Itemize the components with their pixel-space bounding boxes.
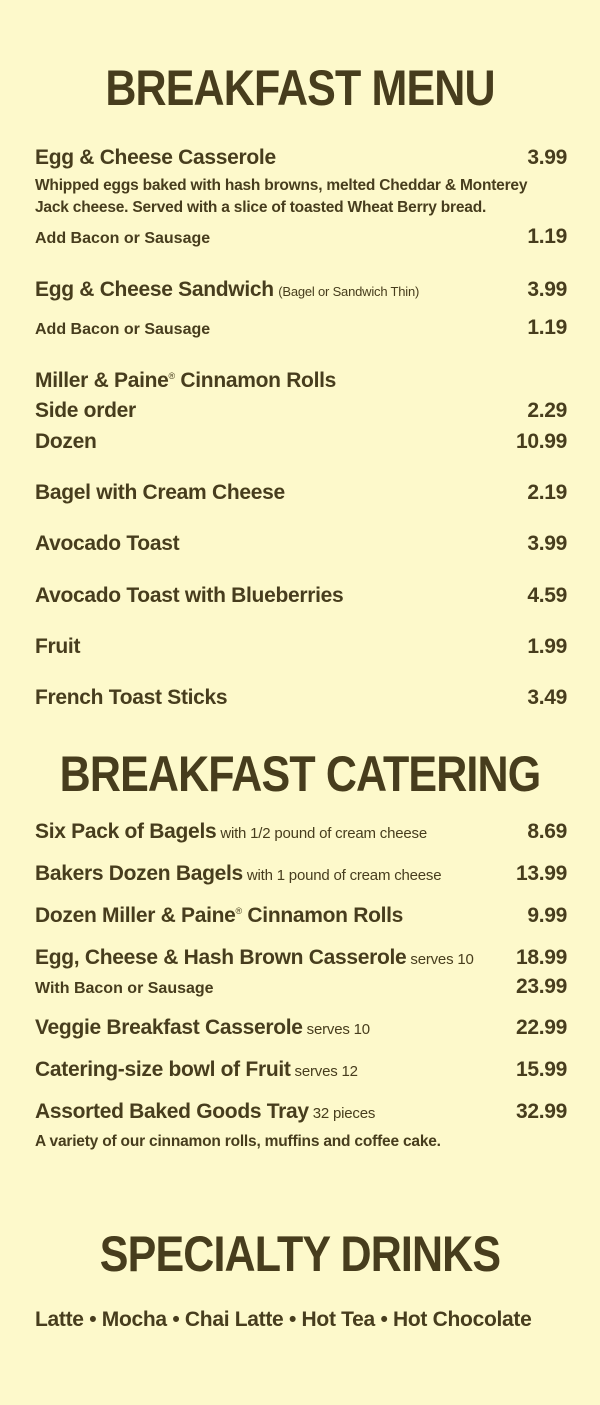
item-price: 18.99 [515,946,567,969]
addon-price: 23.99 [515,975,567,998]
item-name: Catering-size bowl of Fruit [35,1058,291,1081]
item-name: Assorted Baked Goods Tray [35,1100,309,1123]
menu-item-french-toast [35,686,567,710]
item-note: with 1 pound of cream cheese [242,867,442,884]
menu-item-avocado-toast [35,532,567,556]
catering-item-bakers-dozen [35,862,567,886]
catering-item-baked-goods [35,1100,567,1124]
item-name: Avocado Toast with Blueberries [35,584,344,607]
item-note: (Bagel or Sandwich Thin) [278,284,420,299]
item-price: 1.99 [527,635,567,658]
menu-item-cinnamon-rolls [35,369,567,393]
catering-item-hash-brown-casserole [35,946,567,970]
option-price: 10.99 [515,430,567,453]
item-description: A variety of our cinnamon rolls, muffins and coffee cake. [35,1133,441,1150]
item-name: Fruit [35,635,81,658]
menu-item-avocado-blueberries [35,584,567,608]
catering-item-six-pack [35,820,567,844]
item-price: 9.99 [527,904,567,927]
breakfast-menu-title: BREAKFAST MENU [105,60,495,116]
item-note: serves 12 [290,1063,358,1080]
catering-item-fruit-bowl [35,1058,567,1082]
item-name: Six Pack of Bagels [35,820,217,843]
catering-item-dozen-rolls [35,904,567,928]
item-name: Dozen Miller & Paine® Cinnamon Rolls [35,904,404,927]
addon-label: With Bacon or Sausage [35,980,214,997]
option-price: 2.29 [527,399,567,422]
registered-mark: ® [235,906,242,916]
addon-price: 1.19 [527,225,567,248]
item-name: Miller & Paine® Cinnamon Rolls [35,369,337,392]
item-note: serves 10 [302,1021,370,1038]
item-price: 3.99 [527,532,567,555]
item-note: 32 pieces [308,1105,376,1122]
addon-row [35,975,567,999]
specialty-drinks-title: SPECIALTY DRINKS [99,1226,501,1282]
menu-item-casserole [35,146,567,170]
menu-item-fruit [35,635,567,659]
cinnamon-side-row [35,399,567,423]
addon-row [35,225,567,249]
drinks-list: Latte • Mocha • Chai Latte • Hot Tea • Hot Chocolate [35,1308,532,1331]
item-note: serves 10 [406,951,474,968]
item-price: 8.69 [527,820,567,843]
item-name: French Toast Sticks [35,686,228,709]
option-label: Dozen [35,430,97,453]
breakfast-catering-title: BREAKFAST CATERING [59,746,541,802]
item-name: Bakers Dozen Bagels [35,862,243,885]
item-name: Egg, Cheese & Hash Brown Casserole [35,946,407,969]
item-price: 13.99 [515,862,567,885]
item-price: 2.19 [527,481,567,504]
item-price: 15.99 [515,1058,567,1081]
addon-row [35,316,567,340]
item-name: Egg & Cheese Sandwich [35,278,274,301]
item-price: 3.49 [527,686,567,709]
registered-mark: ® [168,371,175,381]
item-price: 32.99 [515,1100,567,1123]
addon-label: Add Bacon or Sausage [35,230,211,247]
item-name: Bagel with Cream Cheese [35,481,285,504]
menu-item-sandwich [35,278,567,302]
addon-label: Add Bacon or Sausage [35,321,211,338]
item-note: with 1/2 pound of cream cheese [216,825,427,842]
description-line: Jack cheese. Served with a slice of toasted Wheat Berry bread. [35,199,487,216]
description-line: Whipped eggs baked with hash browns, melted Cheddar & Monterey [35,177,528,194]
item-price: 3.99 [527,146,567,169]
catering-item-veggie-casserole [35,1016,567,1040]
addon-price: 1.19 [527,316,567,339]
cinnamon-dozen-row [35,430,567,454]
item-name: Egg & Cheese Casserole [35,146,276,169]
item-description [35,175,565,219]
item-price: 22.99 [515,1016,567,1039]
item-name: Veggie Breakfast Casserole [35,1016,303,1039]
item-price: 3.99 [527,278,567,301]
menu-item-bagel [35,481,567,505]
item-price: 4.59 [527,584,567,607]
item-name: Avocado Toast [35,532,180,555]
option-label: Side order [35,399,136,422]
